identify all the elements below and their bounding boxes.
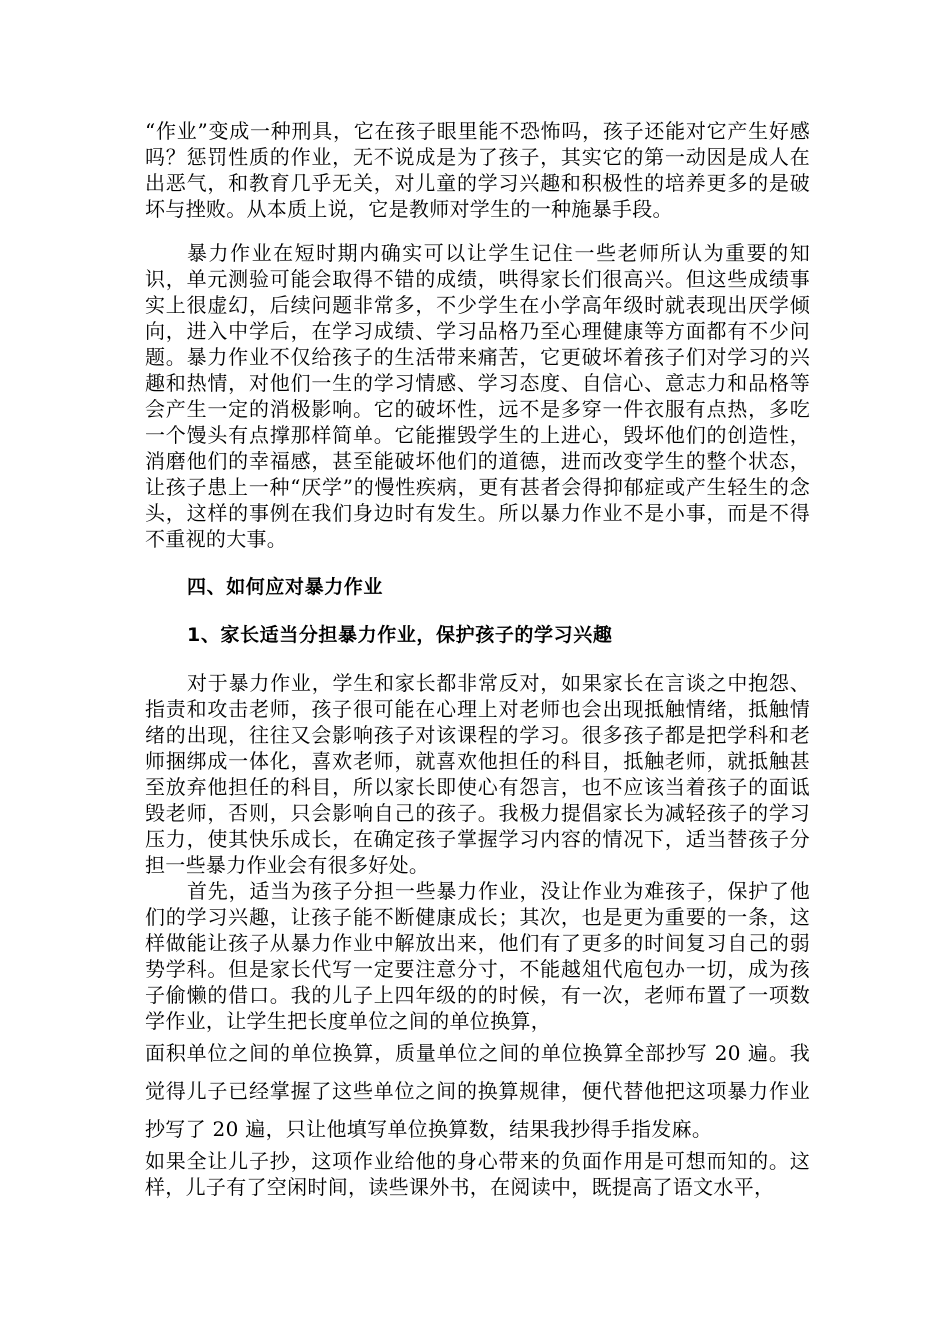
paragraph-unit-conversion-example: 面积单位之间的单位换算，质量单位之间的单位换算全部抄写 20 遍。我觉得儿子已经掌握了这些单位之间的换算规律，便代替他把这项暴力作业抄写了 20 遍，只让他填写单位换算数，结果我抄得手指发麻。 bbox=[145, 1041, 810, 1141]
paragraph-first-benefit: 首先，适当为孩子分担一些暴力作业，没让作业为难孩子，保护了他们的学习兴趣，让孩子能不断健康成长；其次，也是更为重要的一条，这样做能让孩子从暴力作业中解放出来，他们有了更多的时间复习自己的弱势学科。但是家长代写一定要注意分寸，不能越俎代庖包办一切，成为孩子偷懒的借口。我的儿子上四年级的的时候，有一次，老师布置了一项数学作业，让学生把长度单位之间的单位换算， bbox=[145, 879, 810, 1033]
paragraph-punitive-homework: “作业”变成一种刑具，它在孩子眼里能不恐怖吗，孩子还能对它产生好感吗？惩罚性质的作业，无不说成是为了孩子，其实它的第一动因是成人在出恶气，和教育几乎无关，对儿童的学习兴趣和积极性的培养更多的是破坏与挫败。从本质上说，它是教师对学生的一种施暴手段。 bbox=[145, 119, 810, 221]
paragraph-conclusion: 如果全让儿子抄，这项作业给他的身心带来的负面作用是可想而知的。这样，儿子有了空闲时间，读些课外书，在阅读中，既提高了语文水平， bbox=[145, 1149, 810, 1199]
section-heading: 四、如何应对暴力作业 bbox=[187, 576, 384, 598]
paragraph-violent-homework-effects: 暴力作业在短时期内确实可以让学生记住一些老师所认为重要的知识，单元测验可能会取得不错的成绩，哄得家长们很高兴。但这些成绩事实上很虚幻，后续问题非常多，不少学生在小学高年级时就表现出厌学倾向，进入中学后，在学习成绩、学习品格乃至心理健康等方面都有不少问题。暴力作业不仅给孩子的生活带来痛苦，它更破坏着孩子们对学习的兴趣和热情，对他们一生的学习情感、学习态度、自信心、意志力和品格等会产生一定的消极影响。它的破坏性，远不是多穿一件衣服有点热，多吃一个馒头有点撑那样简单。它能摧毁学生的上进心，毁坏他们的创造性，消磨他们的幸福感，甚至能破坏他们的道德，进而改变学生的整个状态，让孩子患上一种“厌学”的慢性疾病，更有甚者会得抑郁症或产生轻生的念头，这样的事例在我们身边时有发生。所以暴力作业不是小事，而是不得不重视的大事。 bbox=[145, 241, 810, 551]
subsection-heading: 1、家长适当分担暴力作业，保护孩子的学习兴趣 bbox=[187, 624, 613, 646]
paragraph-parents-share-homework: 对于暴力作业，学生和家长都非常反对，如果家长在言谈之中抱怨、指责和攻击老师，孩子很可能在心理上对老师也会出现抵触情绪，抵触情绪的出现，往往又会影响孩子对该课程的学习。很多孩子都是把学科和老师捆绑成一体化，喜欢老师，就喜欢他担任的科目，抵触老师，就抵触甚至放弃他担任的科目，所以家长即使心有怨言，也不应该当着孩子的面诋毁老师，否则，只会影响自己的孩子。我极力提倡家长为减轻孩子的学习压力，使其快乐成长，在确定孩子掌握学习内容的情况下，适当替孩子分担一些暴力作业会有很多好处。 bbox=[145, 671, 810, 877]
document-page bbox=[145, 118, 810, 1200]
